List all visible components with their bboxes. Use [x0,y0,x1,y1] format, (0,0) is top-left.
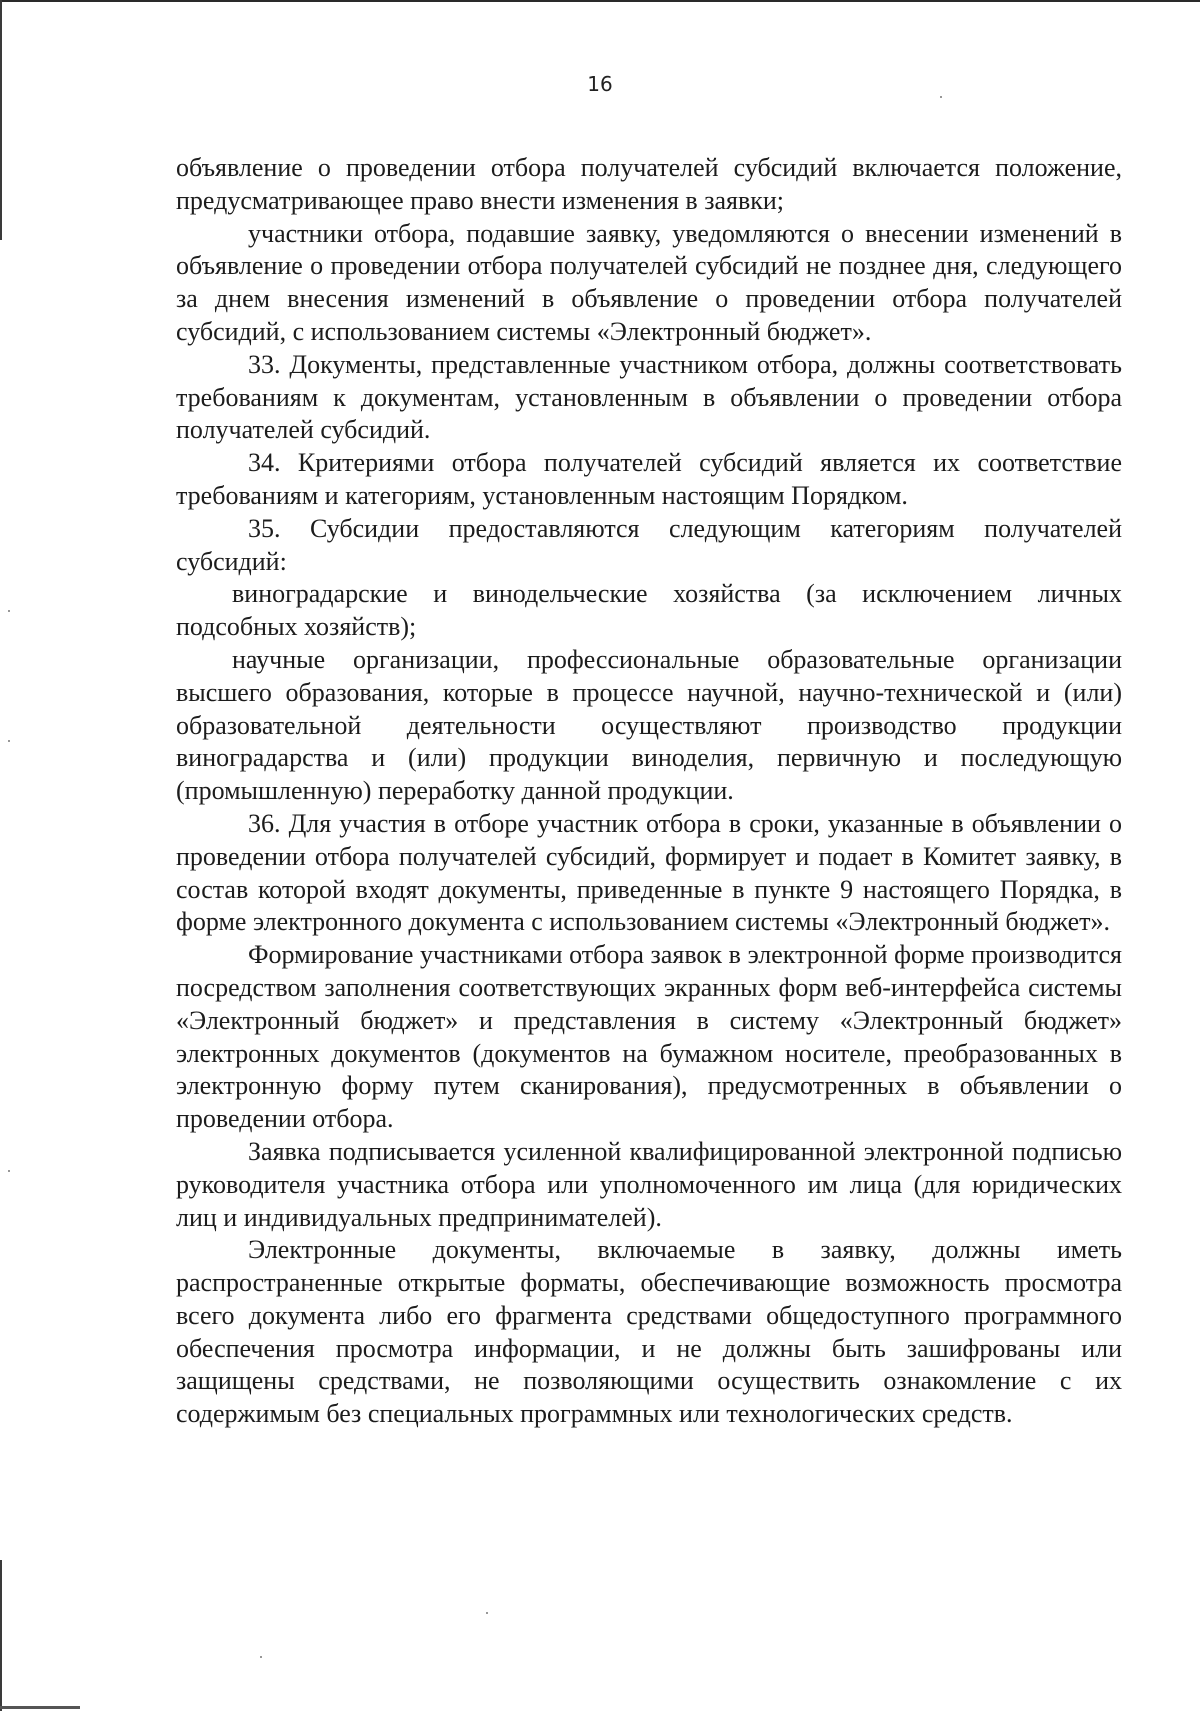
scan-left-edge-top [0,0,2,240]
scan-bottom-mark [0,1706,80,1709]
paragraph-announcement-continuation: объявление о проведении отбора получателей субсидий включается положение, предусматривающее право внести изменения в заявки; [176,153,1122,215]
paragraph-category-wineries: виноградарские и винодельческие хозяйства (за исключением личных подсобных хозяйств); [176,579,1122,642]
paragraph-item-34: 34. Критериями отбора получателей субсидий является их соответствие требованиям и категориям, установленным настоящим Порядком. [176,448,1122,510]
paragraph-item-35: 35. Субсидии предоставляются следующим категориям получателей субсидий: [176,513,1122,576]
scan-speck [486,1612,488,1614]
document-body [176,152,1122,1431]
page-number: 16 [587,72,613,96]
scan-top-border [0,0,1200,2]
scan-speck [8,740,10,742]
scan-speck [8,1170,10,1172]
paragraph-participants-notified: участники отбора, подавшие заявку, уведомляются о внесении изменений в объявление о проведении отбора получателей субсидий не позднее дня, следующего за днем внесения изменений в объявление о проведении отбора получателей субсидий, с использованием системы «Электронный бюджет». [176,218,1122,346]
scan-speck [940,96,942,98]
scan-speck [8,610,10,612]
paragraph-application-forming: Формирование участниками отбора заявок в электронной форме производится посредством заполнения соответствующих экранных форм веб-интерфейса системы «Электронный бюджет» и представления в систему «Электронный бюджет» электронных документов (документов на бумажном носителе, преобразованных в электронную форму путем сканирования), предусмотренных в объявлении о проведении отбора. [176,940,1122,1134]
paragraph-item-33: 33. Документы, представленные участником отбора, должны соответствовать требованиям к документам, установленным в объявлении о проведении отбора получателей субсидий. [176,349,1122,445]
scan-left-edge-bottom [0,1560,2,1711]
paragraph-category-scientific-organizations: научные организации, профессиональные образовательные организации высшего образования, которые в процессе научной, научно-технической и (или) образовательной деятельности осуществляют производство продукции виноградарства и (или) продукции виноделия, первичную и последующую (промышленную) переработку данной продукции. [176,644,1122,806]
paragraph-item-36: 36. Для участия в отборе участник отбора в сроки, указанные в объявлении о проведении отбора получателей субсидий, формирует и подает в Комитет заявку, в состав которой входят документы, приведенные в пункте 9 настоящего Порядка, в форме электронного документа с использованием системы «Электронный бюджет». [176,808,1122,937]
paragraph-application-signature: Заявка подписывается усиленной квалифицированной электронной подписью руководителя участника отбора или уполномоченного им лица (для юридических лиц и индивидуальных предпринимателей). [176,1136,1122,1232]
scan-speck [260,1656,262,1658]
paragraph-electronic-documents: Электронные документы, включаемые в заявку, должны иметь распространенные открытые форматы, обеспечивающие возможность просмотра всего документа либо его фрагмента средствами общедоступного программного обеспечения просмотра информации, и не должны быть зашифрованы или защищены средствами, не позволяющими осуществить ознакомление с их содержимым без специальных программных или технологических средств. [176,1235,1122,1429]
